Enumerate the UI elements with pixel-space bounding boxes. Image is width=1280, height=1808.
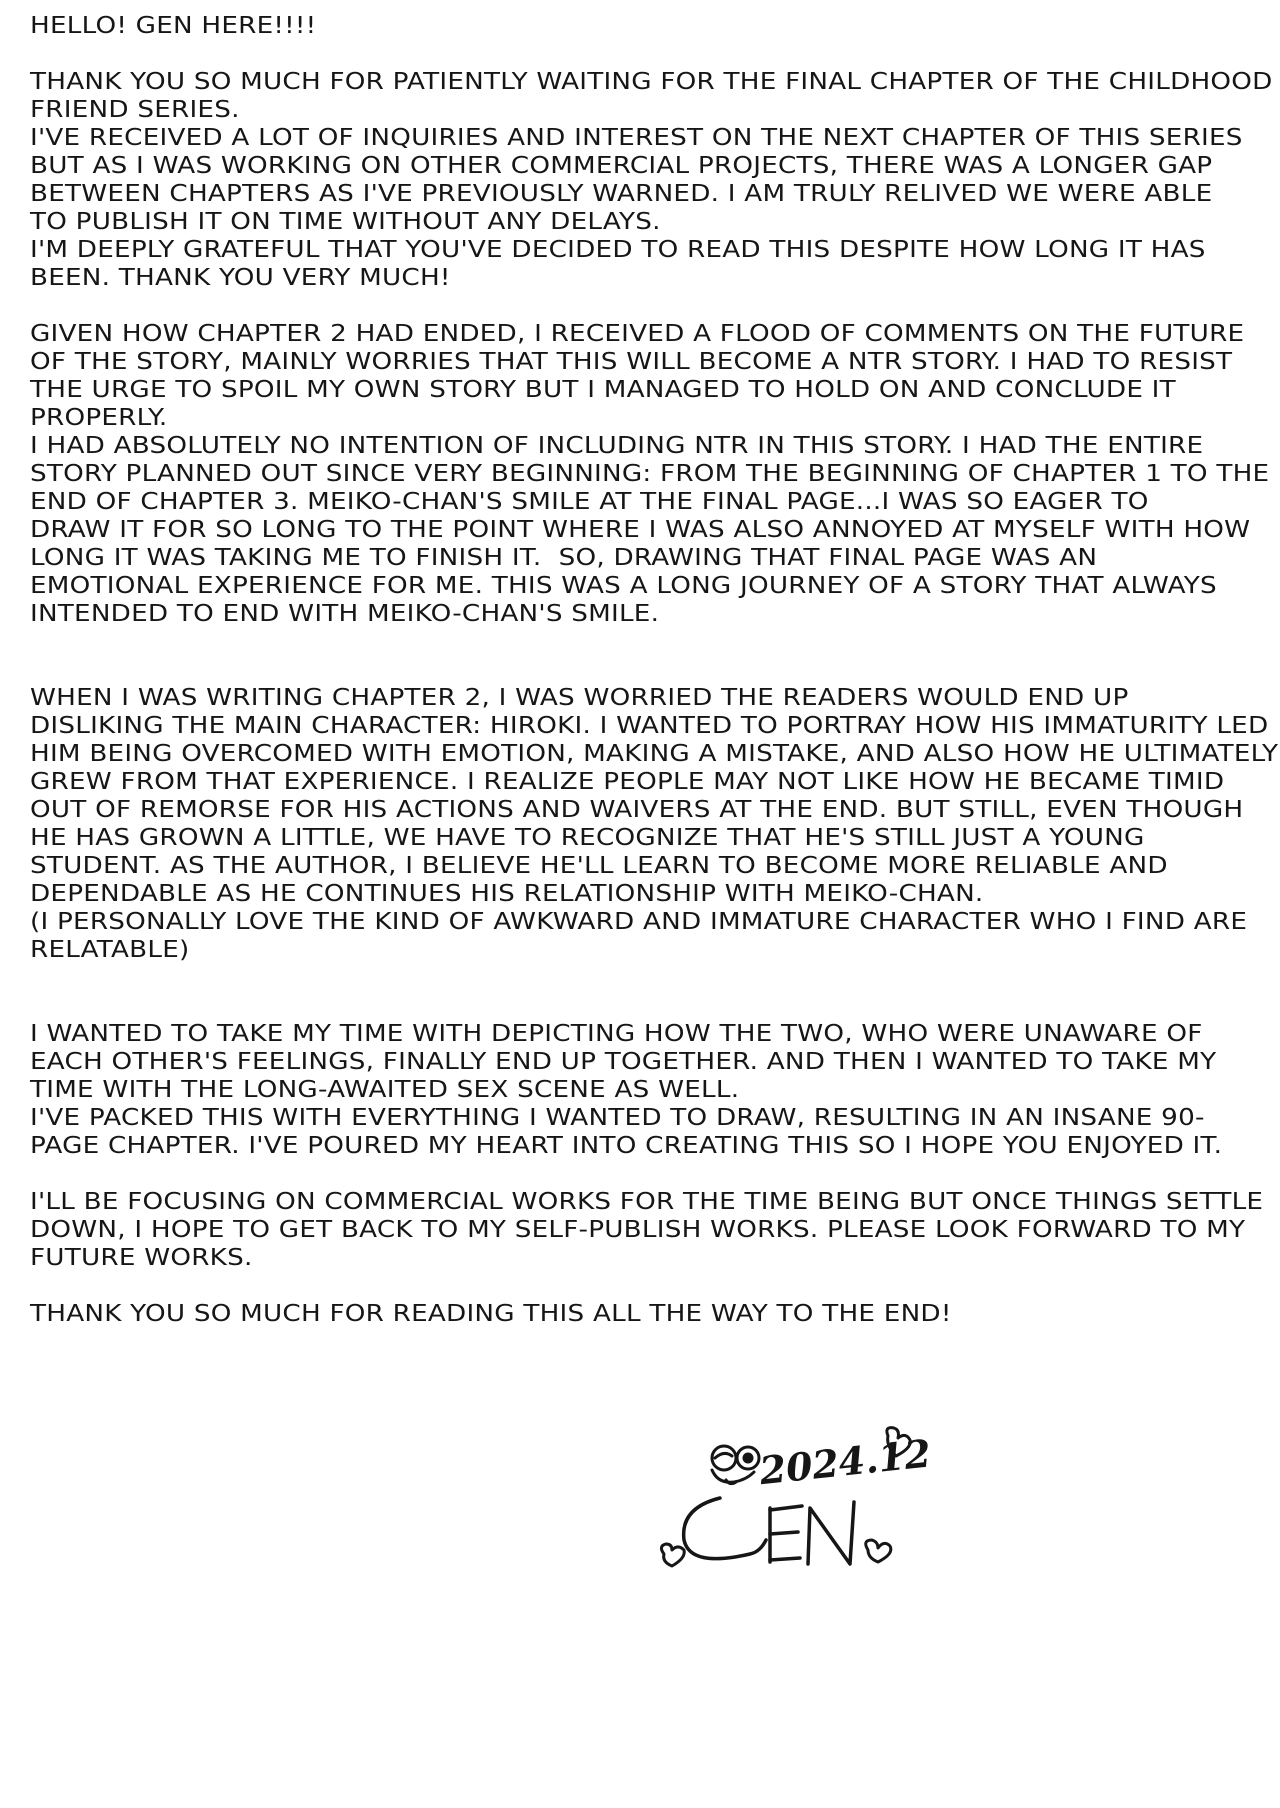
text-line: HIM BEING OVERCOMED WITH EMOTION, MAKING A MISTAKE, AND ALSO HOW HE ULTIMATELY xyxy=(30,741,1279,767)
signature-letter-c xyxy=(684,1498,766,1559)
text-line: STUDENT. AS THE AUTHOR, I BELIEVE HE'LL LEARN TO BECOME MORE RELIABLE AND xyxy=(30,853,1168,879)
heart-icon xyxy=(866,1540,891,1562)
text-line: I'VE RECEIVED A LOT OF INQUIRIES AND INTEREST ON THE NEXT CHAPTER OF THIS SERIES xyxy=(30,125,1243,151)
text-line: FUTURE WORKS. xyxy=(30,1245,253,1271)
heart-icon xyxy=(661,1544,684,1566)
text-line: THANK YOU SO MUCH FOR READING THIS ALL THE WAY TO THE END! xyxy=(30,1301,952,1327)
blank-line xyxy=(30,656,1280,684)
text-line: TO PUBLISH IT ON TIME WITHOUT ANY DELAYS. xyxy=(30,209,661,235)
signature-letter-e xyxy=(770,1506,802,1562)
text-line: I'M DEEPLY GRATEFUL THAT YOU'VE DECIDED TO READ THIS DESPITE HOW LONG IT HAS xyxy=(30,237,1206,263)
text-line: TIME WITH THE LONG-AWAITED SEX SCENE AS WELL. xyxy=(30,1077,740,1103)
text-line: STORY PLANNED OUT SINCE VERY BEGINNING: FROM THE BEGINNING OF CHAPTER 1 TO THE xyxy=(30,461,1270,487)
blank-line xyxy=(30,628,1280,656)
text-line: OF THE STORY, MAINLY WORRIES THAT THIS WILL BECOME A NTR STORY. I HAD TO RESIST xyxy=(30,349,1233,375)
text-line: I HAD ABSOLUTELY NO INTENTION OF INCLUDING NTR IN THIS STORY. I HAD THE ENTIRE xyxy=(30,433,1204,459)
handwritten-signature xyxy=(650,1390,970,1570)
blank-line xyxy=(30,1272,1280,1300)
signature-drawing xyxy=(650,1390,970,1570)
blank-line xyxy=(30,992,1280,1020)
text-line: DISLIKING THE MAIN CHARACTER: HIROKI. I WANTED TO PORTRAY HOW HIS IMMATURITY LED xyxy=(30,713,1269,739)
text-line: EACH OTHER'S FEELINGS, FINALLY END UP TOGETHER. AND THEN I WANTED TO TAKE MY xyxy=(30,1049,1217,1075)
text-line: DOWN, I HOPE TO GET BACK TO MY SELF-PUBLISH WORKS. PLEASE LOOK FORWARD TO MY xyxy=(30,1217,1246,1243)
text-line: HE HAS GROWN A LITTLE, WE HAVE TO RECOGNIZE THAT HE'S STILL JUST A YOUNG xyxy=(30,825,1145,851)
text-line: DEPENDABLE AS HE CONTINUES HIS RELATIONSHIP WITH MEIKO-CHAN. xyxy=(30,881,984,907)
text-line: WHEN I WAS WRITING CHAPTER 2, I WAS WORRIED THE READERS WOULD END UP xyxy=(30,685,1129,711)
text-line: END OF CHAPTER 3. MEIKO-CHAN'S SMILE AT THE FINAL PAGE...I WAS SO EAGER TO xyxy=(30,489,1149,515)
text-line: GREW FROM THAT EXPERIENCE. I REALIZE PEOPLE MAY NOT LIKE HOW HE BECAME TIMID xyxy=(30,769,1225,795)
text-line: THANK YOU SO MUCH FOR PATIENTLY WAITING FOR THE FINAL CHAPTER OF THE CHILDHOOD xyxy=(30,69,1273,95)
text-line: (I PERSONALLY LOVE THE KIND OF AWKWARD AND IMMATURE CHARACTER WHO I FIND ARE xyxy=(30,909,1248,935)
text-line: PAGE CHAPTER. I'VE POURED MY HEART INTO CREATING THIS SO I HOPE YOU ENJOYED IT. xyxy=(30,1133,1223,1159)
blank-line xyxy=(30,40,1280,68)
text-line: BUT AS I WAS WORKING ON OTHER COMMERCIAL PROJECTS, THERE WAS A LONGER GAP xyxy=(30,153,1213,179)
text-line: DRAW IT FOR SO LONG TO THE POINT WHERE I WAS ALSO ANNOYED AT MYSELF WITH HOW xyxy=(30,517,1251,543)
text-line: I'LL BE FOCUSING ON COMMERCIAL WORKS FOR THE TIME BEING BUT ONCE THINGS SETTLE xyxy=(30,1189,1264,1215)
text-line: BETWEEN CHAPTERS AS I'VE PREVIOUSLY WARNED. I AM TRULY RELIVED WE WERE ABLE xyxy=(30,181,1213,207)
text-line: OUT OF REMORSE FOR HIS ACTIONS AND WAIVERS AT THE END. BUT STILL, EVEN THOUGH xyxy=(30,797,1244,823)
text-line: I'VE PACKED THIS WITH EVERYTHING I WANTED TO DRAW, RESULTING IN AN INSANE 90- xyxy=(30,1105,1205,1131)
text-line: RELATABLE) xyxy=(30,937,190,963)
text-line: FRIEND SERIES. xyxy=(30,97,240,123)
text-line: GIVEN HOW CHAPTER 2 HAD ENDED, I RECEIVED A FLOOD OF COMMENTS ON THE FUTURE xyxy=(30,321,1245,347)
text-line: I WANTED TO TAKE MY TIME WITH DEPICTING HOW THE TWO, WHO WERE UNAWARE OF xyxy=(30,1021,1203,1047)
blank-line xyxy=(30,1160,1280,1188)
signature-letter-n xyxy=(808,1502,854,1564)
text-line: PROPERLY. xyxy=(30,405,168,431)
text-line: EMOTIONAL EXPERIENCE FOR ME. THIS WAS A LONG JOURNEY OF A STORY THAT ALWAYS xyxy=(30,573,1217,599)
text-line: HELLO! GEN HERE!!!! xyxy=(30,13,317,39)
text-line: THE URGE TO SPOIL MY OWN STORY BUT I MANAGED TO HOLD ON AND CONCLUDE IT xyxy=(30,377,1176,403)
afterword-text xyxy=(30,12,1279,1328)
frog-doodle-icon xyxy=(712,1446,759,1484)
text-line: BEEN. THANK YOU VERY MUCH! xyxy=(30,265,451,291)
blank-line xyxy=(30,964,1280,992)
blank-line xyxy=(30,292,1280,320)
text-line: LONG IT WAS TAKING ME TO FINISH IT. SO, DRAWING THAT FINAL PAGE WAS AN xyxy=(30,545,1098,571)
text-line: INTENDED TO END WITH MEIKO-CHAN'S SMILE. xyxy=(30,601,660,627)
signature-date: 2024.12 xyxy=(757,1430,934,1494)
